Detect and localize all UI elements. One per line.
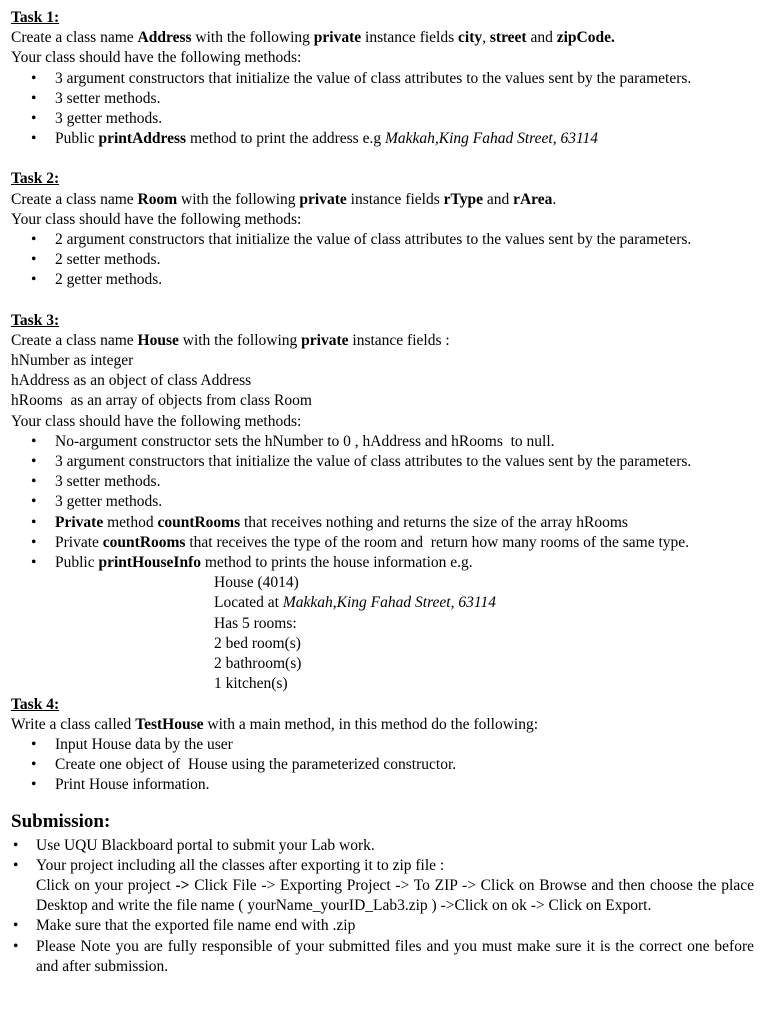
task-4-step-list <box>11 735 754 796</box>
list-item: • 2 setter methods. <box>11 250 754 270</box>
task-3-field-hrooms: hRooms as an array of objects from class Room <box>11 392 312 410</box>
task-1-title: Task 1: <box>11 9 60 26</box>
list-item: • Private method countRooms that receives nothing and returns the size of the array hRooms <box>11 513 754 533</box>
task-1-intro: Create a class name Address with the following private instance fields city, street and zipCode. <box>11 29 615 47</box>
example-line: 2 bed room(s) <box>214 634 301 652</box>
list-item: • 3 argument constructors that initialize the value of class attributes to the values sent by the parameters. <box>11 69 754 89</box>
list-item: • 2 argument constructors that initialize the value of class attributes to the values sent by the parameters. <box>11 230 754 250</box>
list-item: • Private countRooms that receives the type of the room and return how many rooms of the same type. <box>11 533 754 553</box>
list-item: • 3 setter methods. <box>11 472 754 492</box>
export-instructions: Click on your project -> Click File -> Exporting Project -> To ZIP -> Click on Browse and then choose the place Desktop and write the file name ( yourName_yourID_Lab3.zip ) ->Click on ok -> Click on Export. <box>36 876 754 915</box>
list-item: • No-argument constructor sets the hNumber to 0 , hAddress and hRooms to null. <box>11 432 754 452</box>
task-2 <box>11 169 754 290</box>
list-item: • 3 getter methods. <box>11 492 754 512</box>
list-item: • Please Note you are fully responsible of your submitted files and you must make sure it is the correct one before and after submission. <box>11 937 754 977</box>
task-3-field-haddress: hAddress as an object of class Address <box>11 372 252 390</box>
task-2-method-list <box>11 230 754 291</box>
list-item: • Use UQU Blackboard portal to submit your Lab work. <box>11 836 754 856</box>
task-1 <box>11 8 754 149</box>
list-item: • Public printHouseInfo method to prints the house information e.g. <box>11 553 754 573</box>
example-line: 2 bathroom(s) <box>214 655 302 673</box>
list-item: • 2 getter methods. <box>11 270 754 290</box>
example-line: Located at Makkah,King Fahad Street, 63114 <box>214 594 496 612</box>
task-3-intro: Create a class name House with the following private instance fields : <box>11 331 450 349</box>
example-line: Has 5 rooms: <box>214 614 297 632</box>
task-4 <box>11 695 754 796</box>
list-item: • Make sure that the exported file name end with .zip <box>11 916 754 936</box>
submission-list <box>11 836 754 977</box>
example-line: 1 kitchen(s) <box>214 675 288 693</box>
task-3-methods-heading: Your class should have the following methods: <box>11 412 302 430</box>
task-2-title: Task 2: <box>11 170 60 188</box>
task-2-methods-heading: Your class should have the following methods: <box>11 210 302 228</box>
task-2-intro: Create a class name Room with the following private instance fields rType and rArea. <box>11 190 557 208</box>
task-3-method-list <box>11 432 754 573</box>
task-3-title: Task 3: <box>11 311 60 329</box>
task-4-title: Task 4: <box>11 695 60 713</box>
task-1-method-list <box>11 69 754 150</box>
list-item: • Create one object of House using the parameterized constructor. <box>11 755 754 775</box>
example-line: House (4014) <box>214 574 299 592</box>
list-item: • Print House information. <box>11 775 754 795</box>
list-item: • Your project including all the classes after exporting it to zip file : Click on your project -> Click File -> Exporting Project -> To ZIP -> Click on Browse and then choose the place Desktop and write the file name ( yourName_yourID_Lab3.zip ) ->Click on ok -> Click on Export. <box>11 856 754 917</box>
list-item: • 3 getter methods. <box>11 109 754 129</box>
house-info-example <box>11 573 754 694</box>
task-1-methods-heading: Your class should have the following methods: <box>11 49 302 67</box>
list-item: • 3 setter methods. <box>11 89 754 109</box>
list-item: • Input House data by the user <box>11 735 754 755</box>
task-4-intro: Write a class called TestHouse with a main method, in this method do the following: <box>11 715 539 733</box>
submission-title: Submission: <box>11 810 111 832</box>
task-3-field-hnumber: hNumber as integer <box>11 352 134 370</box>
list-item: • 3 argument constructors that initialize the value of class attributes to the values sent by the parameters. <box>11 452 754 472</box>
list-item: • Public printAddress method to print the address e.g Makkah,King Fahad Street, 63114 <box>11 129 754 149</box>
task-3 <box>11 311 754 695</box>
submission <box>11 810 754 977</box>
